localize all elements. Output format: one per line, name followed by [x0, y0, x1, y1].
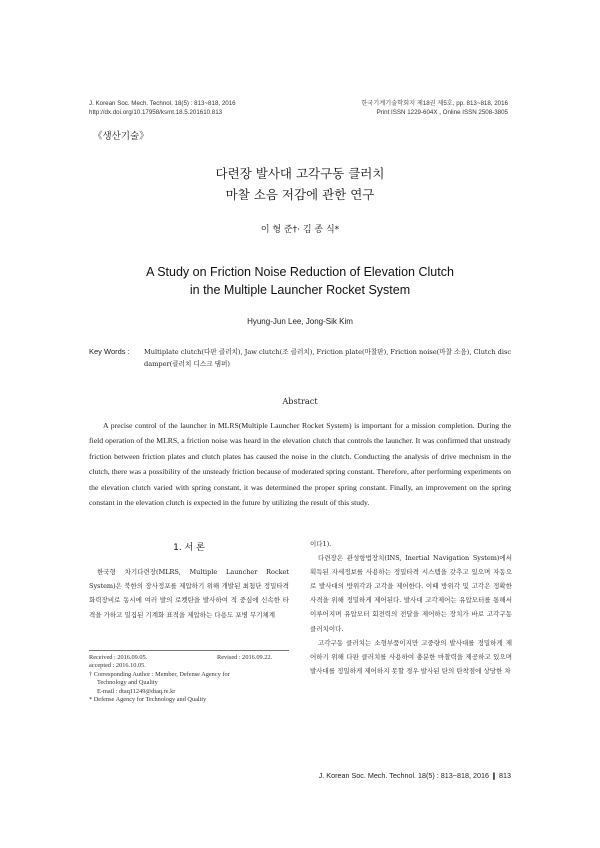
intro-paragraph-1: 한국형 차기다련장(MLRS, Multiple Launcher Rocket System)은 북한의 장사정포를 제압하기 위해 개발된 최첨단 정밀타격 화력장비로 동시에 여러 발의 로켓탄을 발사하여 적 중심에 신속한 타격을 가하고 밀집된 기계화 표적을 제압하는 다용도 포병 무기체계	[89, 568, 289, 619]
keywords-text: Multiplate clutch(다판 클러치), Jaw clutch(조 클러치), Friction plate(마찰판), Friction noise(마찰 소음), Clutch disc damper(클러치 디스크 댐퍼)	[144, 348, 512, 368]
issn-info: Print ISSN 1229-604X , Online ISSN 2508-3805	[376, 109, 508, 116]
corresponding-author-org: Technology and Quality	[97, 679, 158, 687]
authors-english: Hyung-Jun Lee, Jong-Sik Kim	[247, 317, 353, 326]
page-number: 813	[499, 771, 511, 780]
authors-korean: 이 형 준†· 김 종 식*	[260, 225, 340, 235]
title-en-line1: A Study on Friction Noise Reduction of Elevation Clutch	[146, 265, 454, 279]
footnotes	[89, 654, 299, 704]
intro-paragraph-3: 고각구동 클러치는 소형부품이지만 고중량의 발사대를 정밀하게 제어하기 위해 다판 클러치를 사용하여 충분한 마찰력을 제공하고 있으며 발사대를 정밀하게 제어하지 못할 경우 발사된 탄의 탄착점에 상당한 차	[310, 638, 512, 675]
footer-separator: ❙	[490, 771, 497, 780]
title-kr-line1: 다련장 발사대 고각구동 클러치	[215, 166, 385, 181]
keywords-block	[89, 346, 519, 370]
paper-title-english	[0, 263, 600, 299]
title-en-line2: in the Multiple Launcher Rocket System	[189, 283, 411, 297]
left-column	[89, 540, 289, 622]
accepted-date: accepted : 2016.10.05.	[89, 662, 146, 670]
coauthor-affiliation: * Defense Agency for Technology and Quality	[89, 696, 207, 704]
journal-citation: J. Korean Soc. Mech. Technol. 18(5) : 813~818, 2016	[89, 100, 236, 107]
keywords-label: Key Words :	[89, 347, 130, 356]
paper-title-korean	[0, 163, 600, 205]
page-footer	[319, 771, 511, 780]
right-column	[310, 537, 512, 678]
intro-paragraph-2: 다련장은 관성항법장치(INS, Inertial Navigation System)에서 획득된 자세정보를 사용하는 정밀타격 시스템을 갖추고 있으며 자동으로 발사대의 방위각과 고각을 제어한다. 이때 방위각 및 고각은 정확한 사격을 위해 정밀하게 제어된다. 발사대 고각제어는 유압모터를 통해서 이루어지며 유압모터 회전력의 전달을 제어하는 장치가 바로 고각구동 클러치이다.	[310, 554, 512, 633]
body-text	[89, 565, 289, 622]
author-email[interactable]: E-mail : dtaq11249@dtaq.re.kr	[97, 687, 176, 695]
doi-link[interactable]: http://dx.doi.org/10.17958/ksmt.18.5.201610.813	[89, 109, 223, 116]
abstract-heading: Abstract	[282, 396, 318, 406]
received-revised-row	[89, 654, 299, 662]
journal-citation-kr: 한국기계기술학회지 제18권 제5호, pp. 813~818, 2016	[361, 100, 508, 107]
section-tag: 《생산기술》	[93, 131, 149, 142]
intro-continuation: 이다1).	[310, 540, 332, 548]
footer-citation: J. Korean Soc. Mech. Technol. 18(5) : 813~818, 2016	[318, 771, 489, 780]
corresponding-author: † Corresponding Author : Member, Defense Agency for	[89, 670, 230, 678]
journal-header-left	[89, 99, 236, 117]
revised-date: Revised : 2016.09.22.	[217, 654, 273, 661]
abstract-text: A precise control of the launcher in MLRS(Multiple Launcher Rocket System) is important for a mission completion. During the field operation of the MLRS, a friction noise was heard in the elevation clutch that controls the launcher. It was confirmed that unsteady friction between friction plates and clutch plates has caused the noise in the clutch. Conducting the analysis of drive mechnism in the clutch, there was a possibility of the unsteady friction because of moderated spring constant. Therefore, after performing experiments on the elevation clutch varied with spring constant, it was determined the proper spring constant. Finally, an improvement on the spring constant in the elevation clutch is expected in the future by utilizing the result of this study.	[89, 421, 511, 508]
section-heading-introduction: 1. 서 론	[173, 543, 205, 553]
received-date: Received : 2016.09.05.	[89, 654, 148, 661]
body-text-right	[310, 537, 512, 678]
footnote-divider	[89, 650, 289, 651]
title-kr-line2: 마찰 소음 저감에 관한 연구	[225, 187, 375, 202]
journal-header-right	[361, 99, 508, 117]
